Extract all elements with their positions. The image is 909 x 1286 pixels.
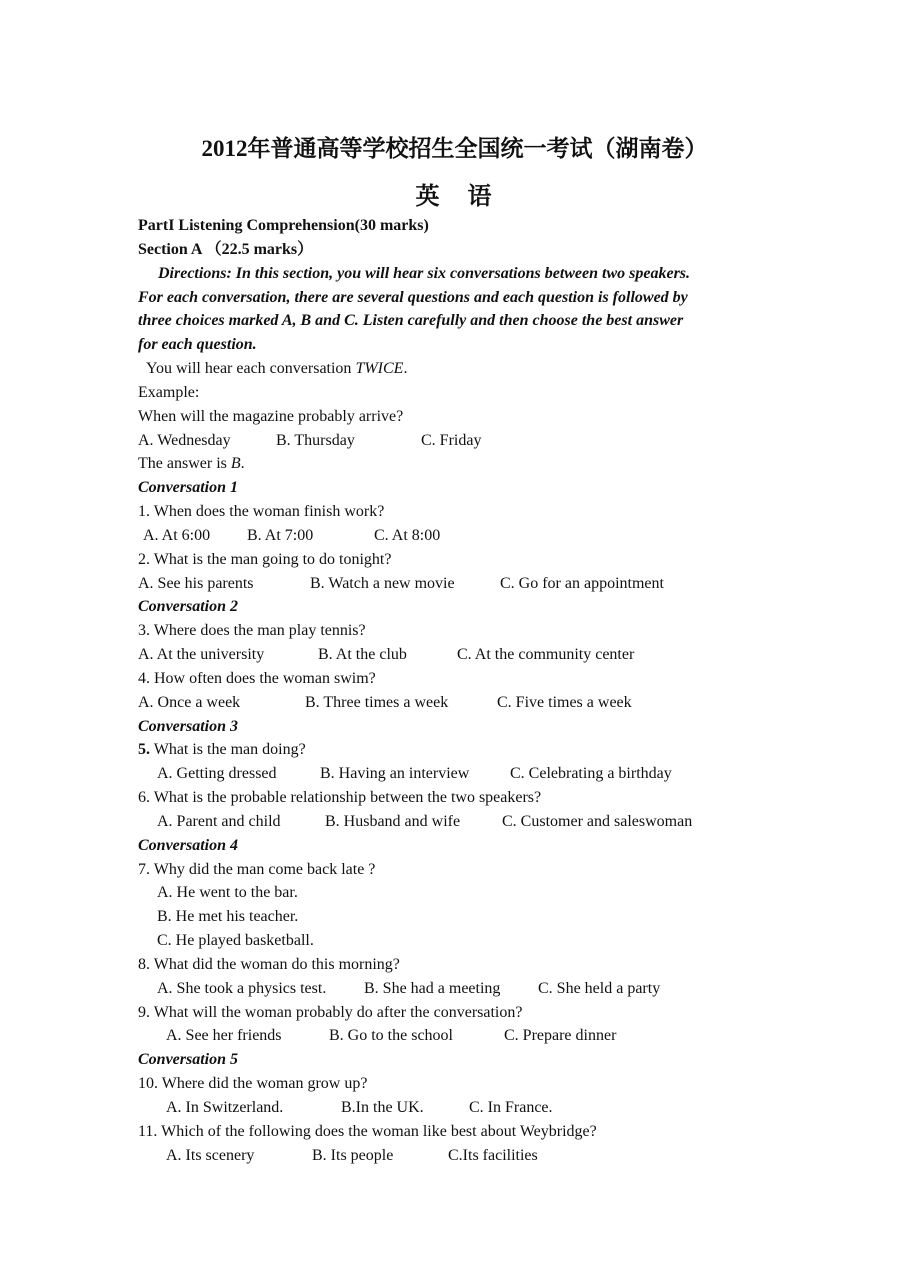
example-answer: The answer is B. [138, 455, 245, 472]
exam-title: 2012年普通高等学校招生全国统一考试（湖南卷） [201, 136, 708, 161]
directions-line-1: Directions: In this section, you will hear six conversations between two speakers. [158, 265, 691, 282]
conversation-heading-5: Conversation 5 [138, 1051, 239, 1068]
twice-word: TWICE [355, 360, 404, 377]
q7-option-c: C. He played basketball. [157, 932, 314, 949]
conversation-heading-4: Conversation 4 [138, 837, 239, 854]
q2-option-a: A. See his parents [138, 575, 254, 592]
example-option-a: A. Wednesday [138, 432, 231, 449]
q8-option-c: C. She held a party [538, 980, 661, 997]
example-label: Example: [138, 384, 200, 401]
q1-option-c: C. At 8:00 [374, 527, 441, 544]
question-9: 9. What will the woman probably do after the conversation? [138, 1004, 523, 1021]
q1-option-b: B. At 7:00 [247, 527, 314, 544]
example-option-b: B. Thursday [276, 432, 355, 449]
directions-line-4: for each question. [138, 336, 257, 353]
q9-option-b: B. Go to the school [329, 1027, 453, 1044]
q6-option-b: B. Husband and wife [325, 813, 461, 830]
q1-option-a: A. At 6:00 [143, 527, 211, 544]
q10-option-c: C. In France. [469, 1099, 553, 1116]
q10-option-a: A. In Switzerland. [166, 1099, 284, 1116]
q2-option-c: C. Go for an appointment [500, 575, 664, 592]
q5-option-c: C. Celebrating a birthday [510, 765, 672, 782]
q5-option-b: B. Having an interview [320, 765, 470, 782]
q7-option-b: B. He met his teacher. [157, 908, 299, 925]
q6-option-a: A. Parent and child [157, 813, 281, 830]
question-3: 3. Where does the man play tennis? [138, 622, 366, 639]
q11-option-a: A. Its scenery [166, 1147, 255, 1164]
q6-option-c: C. Customer and saleswoman [502, 813, 693, 830]
section-heading: Section A （22.5 marks） [138, 241, 314, 258]
directions-line-3: three choices marked A, B and C. Listen carefully and then choose the best answer [138, 312, 684, 329]
part-heading: PartI Listening Comprehension(30 marks) [138, 217, 429, 234]
q9-option-a: A. See her friends [166, 1027, 282, 1044]
q11-option-c: C.Its facilities [448, 1147, 538, 1164]
question-10: 10. Where did the woman grow up? [138, 1075, 368, 1092]
q8-option-a: A. She took a physics test. [157, 980, 327, 997]
directions-line-2: For each conversation, there are several questions and each question is followed by [138, 289, 688, 306]
question-1: 1. When does the woman finish work? [138, 503, 385, 520]
q7-option-a: A. He went to the bar. [157, 884, 298, 901]
q4-option-c: C. Five times a week [497, 694, 632, 711]
question-5: 5. What is the man doing? [138, 741, 306, 758]
twice-instruction: You will hear each conversation TWICE. [146, 360, 408, 377]
conversation-heading-1: Conversation 1 [138, 479, 239, 496]
q9-option-c: C. Prepare dinner [504, 1027, 617, 1044]
q3-option-a: A. At the university [138, 646, 265, 663]
question-2: 2. What is the man going to do tonight? [138, 551, 392, 568]
conversation-heading-3: Conversation 3 [138, 718, 239, 735]
q11-option-b: B. Its people [312, 1147, 394, 1164]
subject-title: 英 语 [415, 184, 494, 210]
q3-option-b: B. At the club [318, 646, 407, 663]
q10-option-b: B.In the UK. [341, 1099, 424, 1116]
conversation-heading-2: Conversation 2 [138, 598, 239, 615]
q8-option-b: B. She had a meeting [364, 980, 501, 997]
question-6: 6. What is the probable relationship between the two speakers? [138, 789, 542, 806]
q4-option-a: A. Once a week [138, 694, 241, 711]
q5-option-a: A. Getting dressed [157, 765, 277, 782]
question-11: 11. Which of the following does the woman like best about Weybridge? [138, 1123, 597, 1140]
q3-option-c: C. At the community center [457, 646, 635, 663]
example-question: When will the magazine probably arrive? [138, 408, 404, 425]
question-4: 4. How often does the woman swim? [138, 670, 376, 687]
example-option-c: C. Friday [421, 432, 482, 449]
question-8: 8. What did the woman do this morning? [138, 956, 400, 973]
question-7: 7. Why did the man come back late ? [138, 861, 376, 878]
q4-option-b: B. Three times a week [305, 694, 449, 711]
q2-option-b: B. Watch a new movie [310, 575, 455, 592]
